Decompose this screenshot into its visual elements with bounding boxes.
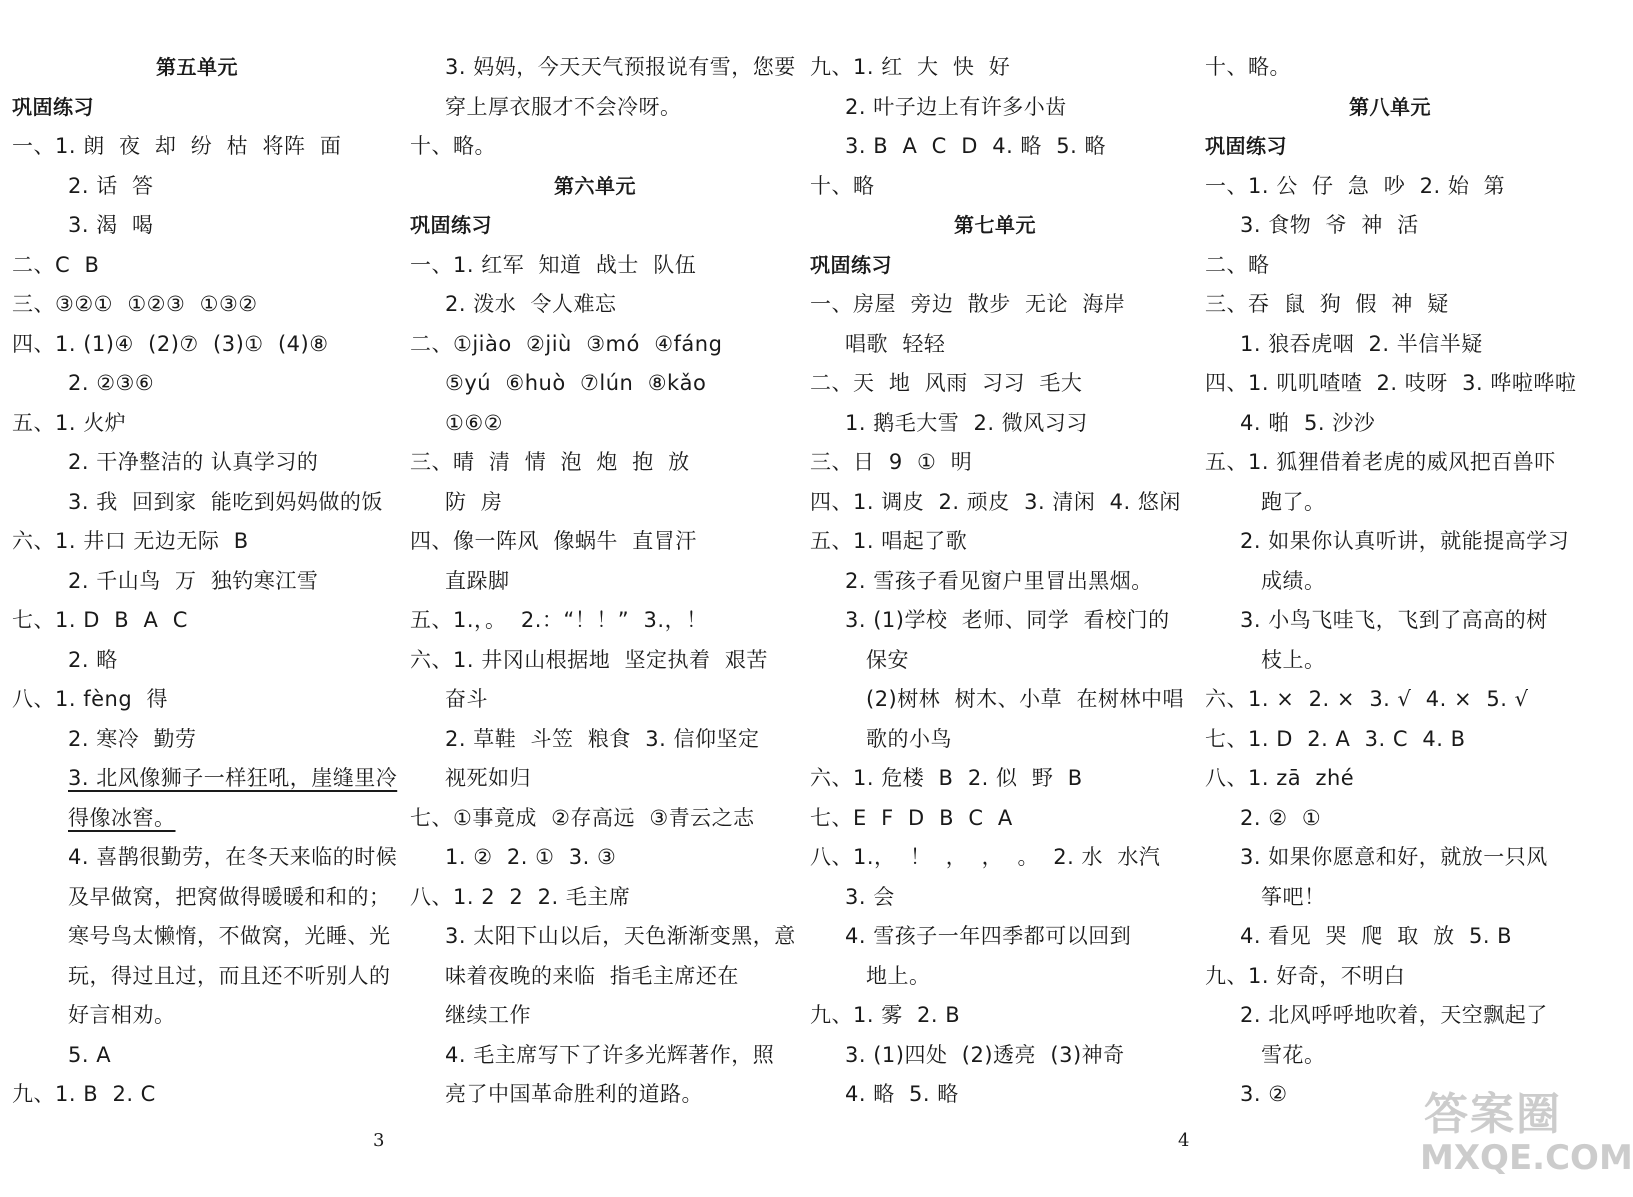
answer-line: 4. 雪孩子一年四季都可以回到 (845, 924, 1132, 948)
answer-line: 3. ② (1240, 1082, 1288, 1106)
practice-heading: 巩固练习 (410, 213, 492, 237)
answer-line: 八、1. zā zhé (1205, 766, 1355, 790)
answer-line: 一、1. 公 仔 急 吵 2. 始 第 (1205, 173, 1506, 198)
answer-line: 3. B A C D 4. 略 5. 略 (845, 134, 1106, 158)
answer-line: 2. 话 答 (68, 173, 154, 198)
answer-line: 2. 寒冷 勤劳 (68, 726, 197, 751)
answer-line: 穿上厚衣服才不会冷呀。 (445, 94, 682, 119)
answer-line: 继续工作 (445, 1003, 531, 1027)
unit-7-heading: 第七单元 (954, 213, 1036, 237)
practice-heading: 巩固练习 (1205, 134, 1287, 158)
answer-line: 2. 北风呼呼地吹着，天空飘起了 (1240, 1003, 1548, 1027)
answer-line: 四、1. 调皮 2. 顽皮 3. 清闲 4. 悠闲 (810, 489, 1181, 514)
answer-line: 1. ② 2. ① 3. ③ (445, 845, 617, 869)
answer-line: 奋斗 (445, 687, 488, 711)
unit-5-heading: 第五单元 (156, 55, 238, 79)
answer-line: 2. 草鞋 斗笠 粮食 3. 信仰坚定 (445, 726, 760, 751)
right-page (800, 0, 1600, 1197)
answer-line: 3. 我 回到家 能吃到妈妈做的饭 (68, 489, 383, 514)
answer-line: 2. 干净整洁的 认真学习的 (68, 450, 319, 474)
column-1 (12, 48, 398, 1115)
answer-line: 三、日 9 ① 明 (810, 450, 973, 474)
answer-line: 五、1.，。 2.：“！！” 3.，！ (410, 608, 708, 632)
answer-line: 八、1. fèng 得 (12, 687, 169, 711)
answer-line: 4. 喜鹊很勤劳，在冬天来临的时候 (68, 845, 398, 869)
watermark-logo (1418, 1078, 1633, 1190)
watermark-cn-text: 答案圈 (1424, 1089, 1562, 1140)
answer-line: 2. 叶子边上有许多小齿 (845, 94, 1067, 119)
answer-line: 唱歌 轻轻 (845, 331, 946, 356)
answer-line: 直跺脚 (445, 568, 510, 593)
answer-line: 雪花。 (1261, 1042, 1326, 1067)
answer-line: 3. 会 (845, 884, 895, 909)
answer-line: 防 房 (445, 489, 503, 514)
answer-line: 2. ② ① (1240, 805, 1322, 830)
practice-heading: 巩固练习 (12, 94, 94, 119)
answer-line: (2)树林 树木、小草 在树林中唱 (866, 687, 1184, 711)
answer-line: 好言相劝。 (68, 1003, 176, 1027)
answer-line: 九、1. 红 大 快 好 (810, 55, 1011, 79)
answer-line: 4. 略 5. 略 (845, 1082, 959, 1106)
answer-line: 九、1. B 2. C (12, 1082, 156, 1106)
answer-line: 四、1. 叽叽喳喳 2. 吱呀 3. 哗啦哗啦 (1205, 371, 1577, 395)
answer-line: 二、天 地 风雨 习习 毛大 (810, 371, 1083, 395)
answer-line: 七、①事竟成 ②存高远 ③青云之志 (410, 805, 755, 830)
answer-line: 九、1. 好奇，不明白 (1205, 963, 1406, 988)
answer-line: 九、1. 雾 2. B (810, 1003, 961, 1027)
answer-line: 筝吧！ (1261, 884, 1326, 909)
answer-line: 三、③②① ①②③ ①③② (12, 292, 258, 316)
column-4 (1205, 48, 1575, 1115)
page-number: 3 (373, 1130, 385, 1151)
answer-line: 保安 (866, 647, 909, 672)
answer-line: 3. 渴 喝 (68, 213, 154, 237)
answer-line: 七、E F D B C A (810, 805, 1013, 830)
answer-line: 六、1. 危楼 B 2. 似 野 B (810, 766, 1083, 790)
answer-line: 2. 雪孩子看见窗户里冒出黑烟。 (845, 568, 1153, 593)
answer-line: 六、1. × 2. × 3. √ 4. × 5. √ (1205, 687, 1529, 711)
answer-line: 成绩。 (1261, 568, 1326, 593)
answer-line: 四、像一阵风 像蜗牛 直冒汗 (410, 529, 697, 553)
column-3 (810, 48, 1184, 1115)
answer-line: 五、1. 唱起了歌 (810, 529, 968, 553)
answer-line: 八、1.， ！ ， ， 。 2. 水 水汽 (810, 845, 1161, 869)
answer-line: 四、1. (1)④ (2)⑦ (3)① (4)⑧ (12, 331, 329, 356)
answer-line: 4. 看见 哭 爬 取 放 5. B (1240, 924, 1513, 948)
answer-line: 味着夜晚的来临 指毛主席还在 (445, 963, 739, 988)
answer-line: 2. ②③⑥ (68, 371, 155, 395)
answer-line: 六、1. 井冈山根据地 坚定执着 艰苦 (410, 647, 768, 672)
page-number: 4 (1178, 1130, 1190, 1151)
column-2 (410, 48, 796, 1115)
answer-line: 3. (1)学校 老师、同学 看校门的 (845, 608, 1170, 632)
answer-line: 八、1. 2 2 2. 毛主席 (410, 884, 631, 909)
answer-line: 十、略 (810, 173, 875, 198)
answer-line: 2. 略 (68, 647, 118, 672)
answer-line: 二、①jiào ②jiù ③mó ④fáng (410, 331, 723, 356)
answer-line: 玩，得过且过，而且还不听别人的 (68, 963, 391, 988)
answer-line: 4. 毛主席写下了许多光辉著作，照 (445, 1042, 775, 1067)
answer-line: 5. A (68, 1042, 112, 1067)
answer-line: 亮了中国革命胜利的道路。 (445, 1082, 703, 1106)
answer-line: 五、1. 狐狸借着老虎的威风把百兽吓 (1205, 450, 1556, 474)
answer-line: 五、1. 火炉 (12, 410, 127, 435)
answer-line: 歌的小鸟 (866, 726, 952, 751)
answer-line: 一、1. 红军 知道 战士 队伍 (410, 252, 697, 277)
answer-line: 跑了。 (1261, 489, 1326, 514)
answer-line: 一、房屋 旁边 散步 无论 海岸 (810, 292, 1126, 316)
underlined-answer-line: 3. 北风像狮子一样狂吼，崖缝里冷 (68, 766, 398, 790)
answer-line: 3. 太阳下山以后，天色渐渐变黑，意 (445, 924, 796, 948)
unit-8-heading: 第八单元 (1349, 94, 1431, 119)
answer-line: 地上。 (866, 963, 931, 988)
answer-line: 3. (1)四处 (2)透亮 (3)神奇 (845, 1042, 1125, 1067)
answer-line: 4. 啪 5. 沙沙 (1240, 410, 1376, 435)
answer-line: 十、略。 (410, 134, 496, 158)
answer-line: 一、1. 朗 夜 却 纷 枯 将阵 面 (12, 134, 342, 158)
answer-line: 3. 小鸟飞哇飞，飞到了高高的树 (1240, 608, 1548, 632)
answer-line: 2. 千山鸟 万 独钓寒江雪 (68, 568, 319, 593)
unit-6-heading: 第六单元 (554, 173, 636, 198)
answer-line: 三、吞 鼠 狗 假 神 疑 (1205, 292, 1449, 316)
answer-line: ⑤yú ⑥huò ⑦lún ⑧kǎo (445, 371, 707, 395)
answer-line: 2. 如果你认真听讲，就能提高学习 (1240, 529, 1570, 553)
answer-line: 及早做窝，把窝做得暖暖和和的； (68, 884, 391, 909)
answer-line: 十、略。 (1205, 55, 1291, 79)
answer-line: 三、晴 清 情 泡 炮 抱 放 (410, 450, 690, 474)
answer-line: 2. 泼水 令人难忘 (445, 292, 617, 316)
answer-line: 1. 鹅毛大雪 2. 微风习习 (845, 410, 1088, 435)
answer-line: 二、C B (12, 252, 100, 277)
answer-line: 二、略 (1205, 252, 1270, 277)
answer-line: 寒号鸟太懒惰，不做窝，光睡、光 (68, 924, 391, 948)
left-page (0, 0, 800, 1197)
answer-line: 3. 食物 爷 神 活 (1240, 213, 1419, 237)
answer-line: 枝上。 (1261, 647, 1326, 672)
practice-heading: 巩固练习 (810, 252, 892, 277)
answer-line: 3. 妈妈，今天天气预报说有雪，您要 (445, 55, 796, 79)
answer-line: 3. 如果你愿意和好，就放一只风 (1240, 845, 1548, 869)
answer-line: 视死如归 (445, 766, 531, 790)
answer-line: 七、1. D 2. A 3. C 4. B (1205, 726, 1466, 751)
watermark-en-text: MXQE.COM (1420, 1138, 1633, 1178)
underlined-answer-line: 得像冰窖。 (68, 805, 176, 830)
answer-line: 六、1. 井口 无边无际 B (12, 529, 249, 553)
answer-line: 1. 狼吞虎咽 2. 半信半疑 (1240, 331, 1483, 356)
answer-line: ①⑥② (445, 410, 503, 435)
answer-line: 七、1. D B A C (12, 608, 188, 632)
